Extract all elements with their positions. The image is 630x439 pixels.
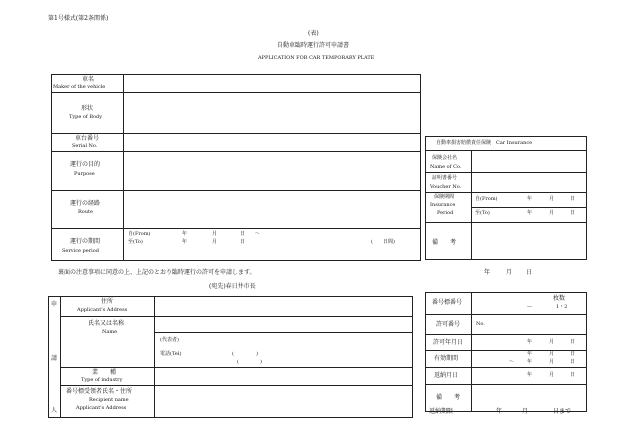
insurance-remarks-field[interactable] xyxy=(472,223,586,259)
insurance-company-label: 保険会社名 xyxy=(432,155,458,161)
maker-label: 車名 xyxy=(82,76,95,83)
permit-date-day: 日 xyxy=(570,339,576,345)
declaration-year: 年 xyxy=(484,269,491,276)
recipient-field[interactable] xyxy=(155,386,412,417)
insurance-remarks-label: 備 考 xyxy=(432,239,457,246)
insurance-from-day: 日 xyxy=(570,196,576,202)
insurance-period-label-en2: Period xyxy=(437,210,454,216)
return-date-year: 年 xyxy=(527,372,533,378)
applicant-side-3: 人 xyxy=(51,407,58,414)
valid-to-month: 月 xyxy=(549,359,555,365)
route-label: 運行の経路 xyxy=(70,200,101,207)
insurance-company-field[interactable] xyxy=(472,151,586,172)
purpose-label-en: Purpose xyxy=(74,171,95,177)
return-deadline-year: 年 xyxy=(496,408,503,415)
applicant-side-1: 申 xyxy=(51,301,58,308)
industry-label: 業 種 xyxy=(92,369,117,376)
insurance-to-year: 年 xyxy=(527,210,533,216)
return-date-day: 日 xyxy=(570,372,576,378)
valid-from-year: 年 xyxy=(527,351,533,357)
maker-field[interactable] xyxy=(124,75,420,92)
body-type-label: 形状 xyxy=(81,105,94,112)
serial-label: 車台番号 xyxy=(75,135,100,142)
period-to-day: 日 xyxy=(240,239,246,245)
valid-tilde: 〜 xyxy=(509,359,515,365)
period-to-year: 年 xyxy=(182,239,188,245)
declaration-day: 日 xyxy=(526,269,533,276)
valid-from-month: 月 xyxy=(549,351,555,357)
permit-number-label: 許可番号 xyxy=(436,321,461,328)
valid-to-day: 日 xyxy=(570,359,576,365)
period-tilde: 〜 xyxy=(255,231,261,237)
insurance-from-month: 月 xyxy=(549,196,555,202)
page-title: 自動車臨時運行許可申請書 xyxy=(277,42,350,49)
voucher-field[interactable] xyxy=(472,173,586,192)
purpose-label: 運行の目的 xyxy=(70,161,101,168)
tel-paren-open: ( xyxy=(232,351,234,357)
period-from-day: 日 xyxy=(240,231,246,237)
period-from-month: 月 xyxy=(212,231,218,237)
valid-to-year: 年 xyxy=(527,359,533,365)
serial-field[interactable] xyxy=(124,134,420,151)
service-period-label-en: Service period xyxy=(62,248,99,254)
service-period-label: 運行の期間 xyxy=(70,238,101,245)
permit-date-year: 年 xyxy=(527,339,533,345)
route-field[interactable] xyxy=(124,191,420,228)
plate-count-value: 1・2 xyxy=(556,304,568,310)
declaration-month: 月 xyxy=(506,269,513,276)
office-remarks-label: 備 考 xyxy=(436,394,461,401)
return-date-label: 返納月日 xyxy=(434,372,459,379)
recipient-label-en2: Applicant's Address xyxy=(76,405,127,411)
name-label-en: Name xyxy=(102,329,118,335)
addressee: (宛先)春日井市長 xyxy=(209,283,256,290)
period-from-label: 自(From) xyxy=(128,231,151,237)
permit-date-label: 許可年月日 xyxy=(433,339,464,346)
route-label-en: Route xyxy=(78,209,93,215)
declaration-text: 裏面の注意事項に同意の上、上記のとおり臨時運行の許可を申請します。 xyxy=(58,269,256,276)
insurance-period-label-en1: Insurance xyxy=(430,202,456,208)
page-title-english: APPLICATION FOR CAR TEMPORARY PLATE xyxy=(258,55,375,61)
insurance-period-label: 保険期間 xyxy=(434,194,455,200)
tel-paren-open-2: ( xyxy=(237,359,239,365)
insurance-to-day: 日 xyxy=(570,210,576,216)
body-type-label-en: Type of Body xyxy=(69,114,103,120)
period-to-month: 月 xyxy=(212,239,218,245)
return-deadline-month: 月 xyxy=(522,408,529,415)
recipient-label-en1: Recipient name xyxy=(89,397,129,403)
period-days: ( 日間) xyxy=(371,239,395,245)
plate-number-label: 番号標番号 xyxy=(432,299,463,306)
representative-label: (代表者) xyxy=(160,337,179,343)
return-date-month: 月 xyxy=(549,372,555,378)
permit-number-prefix: No. xyxy=(476,321,485,327)
insurance-from-label: 自(From) xyxy=(475,196,498,202)
applicant-side-2: 請 xyxy=(51,355,58,362)
body-type-field[interactable] xyxy=(124,93,420,133)
plate-count-label: 枚数 xyxy=(553,295,566,302)
address-field[interactable] xyxy=(155,297,412,316)
return-deadline-label: 返納期限 xyxy=(429,408,454,415)
form-number: 第1号様式(第2条関係) xyxy=(48,15,109,22)
insurance-company-label-en: Name of Co. xyxy=(430,164,462,170)
tel-paren-close-2: ) xyxy=(260,359,262,365)
insurance-from-year: 年 xyxy=(527,196,533,202)
address-label: 住所 xyxy=(101,298,114,305)
industry-label-en: Type of industry xyxy=(81,377,123,383)
permit-date-month: 月 xyxy=(549,339,555,345)
front-side-label: (表) xyxy=(308,30,319,37)
insurance-to-label: 至(To) xyxy=(475,210,490,216)
voucher-label: 証明書番号 xyxy=(432,175,458,181)
insurance-header: 自動車損害賠償責任保険 Car Insurance xyxy=(436,140,533,146)
return-deadline-until: 日まで xyxy=(553,408,572,415)
industry-field[interactable] xyxy=(155,368,412,385)
tel-paren-close: ) xyxy=(256,351,258,357)
name-label: 氏名又は名称 xyxy=(88,320,125,327)
address-label-en: Applicant's Address xyxy=(77,307,128,313)
period-to-label: 至(To) xyxy=(128,239,143,245)
purpose-field[interactable] xyxy=(124,152,420,190)
period-from-year: 年 xyxy=(182,231,188,237)
plate-count-dash: — xyxy=(527,304,532,310)
valid-from-day: 日 xyxy=(570,351,576,357)
name-field[interactable] xyxy=(155,317,412,332)
valid-period-label: 有効期間 xyxy=(434,355,459,362)
recipient-label: 番号標受領者氏名・住所 xyxy=(66,388,133,395)
voucher-label-en: Voucher No. xyxy=(430,184,462,190)
serial-label-en: Serial No. xyxy=(72,143,98,149)
maker-label-en: Maker of the vehicle xyxy=(53,84,106,90)
insurance-to-month: 月 xyxy=(549,210,555,216)
tel-label: 電話(Tel) xyxy=(160,351,182,357)
